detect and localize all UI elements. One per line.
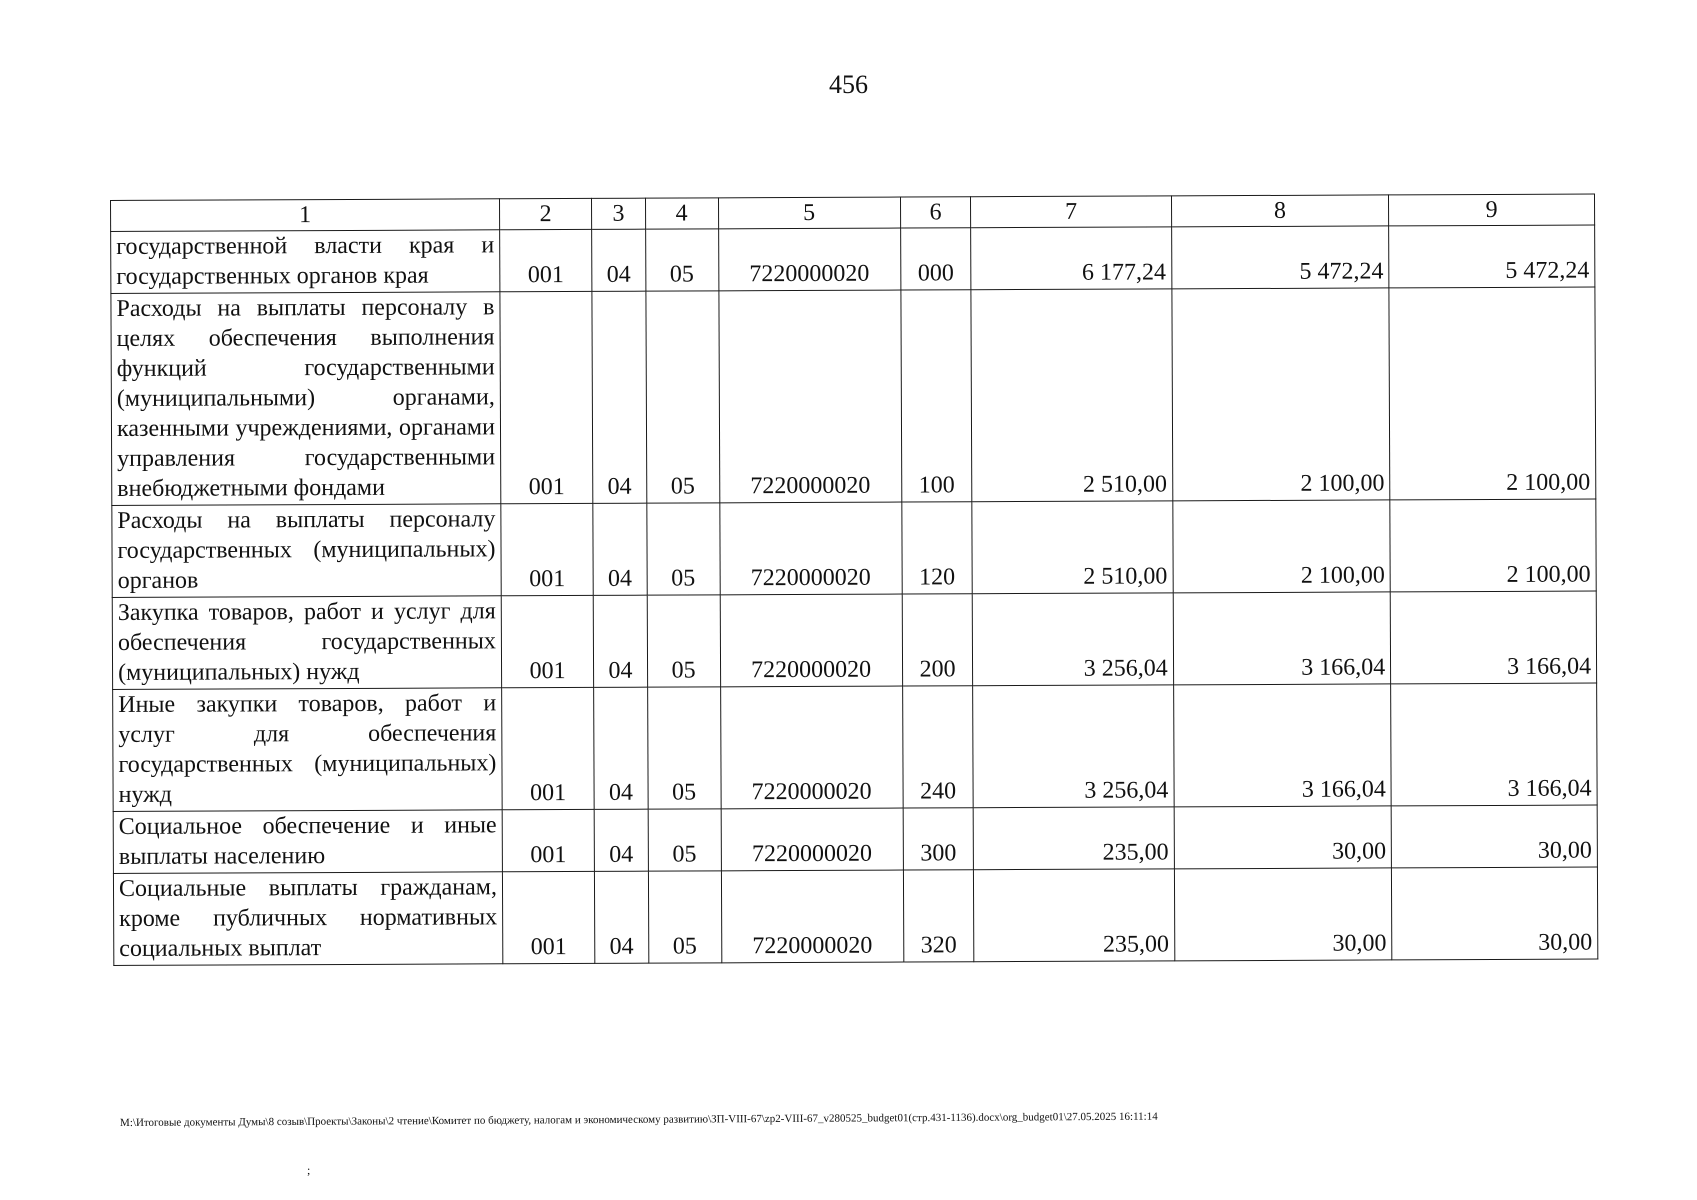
- cell-amount-8: 3 166,04: [1173, 684, 1391, 807]
- cell-amount-7: 3 256,04: [973, 685, 1174, 808]
- row-description: Иные закупки товаров, работ и услуг для обеспечения государственных (муниципальных) нужд: [113, 688, 502, 812]
- cell-target-article: 7220000020: [721, 808, 903, 871]
- table-row: [111, 287, 1596, 505]
- row-description: государственной власти края и государственных органов края: [111, 230, 500, 294]
- cell-target-article: 7220000020: [719, 502, 902, 595]
- table-row: [112, 591, 1596, 689]
- column-header-2: 2: [499, 198, 591, 229]
- cell-amount-8: 5 472,24: [1171, 226, 1389, 289]
- cell-amount-8: 2 100,00: [1173, 500, 1391, 593]
- row-description: Социальное обеспечение и иные выплаты населению: [113, 810, 502, 874]
- row-description: Расходы на выплаты персоналу государственных (муниципальных) органов: [112, 504, 501, 598]
- column-header-9: 9: [1389, 194, 1595, 226]
- cell-expense-type: 320: [903, 870, 974, 962]
- column-header-8: 8: [1171, 195, 1389, 227]
- cell-amount-9: 2 100,00: [1389, 287, 1596, 500]
- budget-table-wrapper: [110, 194, 1598, 966]
- cell-subsection-code: 05: [648, 871, 721, 963]
- cell-amount-8: 30,00: [1174, 806, 1392, 869]
- cell-subsection-code: 05: [646, 291, 720, 503]
- cell-ministry-code: 001: [502, 809, 594, 871]
- cell-amount-8: 30,00: [1174, 868, 1392, 961]
- cell-amount-9: 3 166,04: [1391, 683, 1597, 806]
- cell-amount-7: 235,00: [974, 807, 1175, 870]
- cell-expense-type: 100: [901, 290, 973, 502]
- cell-subsection-code: 05: [645, 229, 718, 291]
- cell-amount-9: 2 100,00: [1390, 499, 1596, 592]
- cell-section-code: 04: [595, 871, 649, 963]
- cell-amount-7: 235,00: [974, 869, 1175, 962]
- table-row: [112, 499, 1596, 597]
- table-row: [113, 805, 1597, 873]
- table-row: [113, 683, 1598, 811]
- cell-amount-7: 6 177,24: [971, 227, 1172, 290]
- cell-ministry-code: 001: [501, 503, 594, 595]
- cell-subsection-code: 05: [647, 595, 720, 687]
- cell-ministry-code: 001: [500, 291, 593, 503]
- cell-amount-7: 2 510,00: [972, 501, 1173, 594]
- cell-target-article: 7220000020: [720, 594, 903, 687]
- cell-expense-type: 120: [901, 502, 972, 594]
- cell-section-code: 04: [593, 503, 647, 595]
- column-header-7: 7: [971, 196, 1171, 228]
- column-header-3: 3: [592, 198, 646, 229]
- cell-section-code: 04: [592, 291, 646, 503]
- footer-file-path: M:\Итоговые документы Думы\8 созыв\Проекты\Законы\2 чтение\Комитет по бюджету, налогам и экономическому развитию\ЗП-VIII-67\zp2-VIII-67_v280525_budget01(стр.431-1136).docx\org_budget01\27.05.2025 16:11:14: [120, 1110, 1158, 1129]
- row-description: Расходы на выплаты персоналу в целях обеспечения выполнения функций государственными (муниципальными) органами, казенными учреждениями, органами управления государственными внебюджетными фондами: [111, 292, 501, 506]
- row-description: Закупка товаров, работ и услуг для обеспечения государственных (муниципальных) нужд: [112, 596, 501, 690]
- cell-subsection-code: 05: [648, 809, 721, 871]
- cell-section-code: 04: [593, 595, 647, 687]
- cell-subsection-code: 05: [646, 503, 719, 595]
- cell-amount-9: 30,00: [1392, 867, 1598, 960]
- page-number: 456: [829, 70, 868, 99]
- cell-section-code: 04: [592, 229, 646, 291]
- cell-ministry-code: 001: [502, 687, 595, 809]
- cell-amount-9: 30,00: [1391, 805, 1597, 868]
- cell-ministry-code: 001: [500, 229, 592, 291]
- cell-target-article: 7220000020: [720, 686, 903, 809]
- cell-section-code: 04: [594, 809, 648, 871]
- cell-section-code: 04: [594, 687, 648, 809]
- cell-target-article: 7220000020: [721, 870, 904, 963]
- table-row: [111, 225, 1595, 293]
- cell-amount-8: 2 100,00: [1172, 288, 1390, 501]
- column-header-6: 6: [900, 197, 971, 228]
- table-row: [113, 867, 1597, 965]
- cell-target-article: 7220000020: [718, 290, 901, 503]
- stray-mark: ;: [307, 1163, 311, 1177]
- column-header-1: 1: [111, 199, 500, 232]
- column-header-4: 4: [645, 198, 718, 229]
- cell-amount-7: 3 256,04: [973, 593, 1174, 686]
- cell-amount-9: 5 472,24: [1389, 225, 1595, 288]
- row-description: Социальные выплаты гражданам, кроме публичных нормативных социальных выплат: [113, 872, 502, 966]
- cell-expense-type: 240: [902, 686, 973, 808]
- cell-expense-type: 300: [903, 808, 974, 870]
- column-header-5: 5: [718, 197, 900, 229]
- cell-subsection-code: 05: [647, 687, 720, 809]
- cell-amount-9: 3 166,04: [1390, 591, 1596, 684]
- cell-ministry-code: 001: [501, 595, 594, 687]
- cell-amount-7: 2 510,00: [971, 289, 1172, 502]
- cell-expense-type: 000: [900, 228, 971, 290]
- budget-table: [110, 194, 1598, 966]
- cell-expense-type: 200: [902, 594, 973, 686]
- cell-ministry-code: 001: [502, 871, 595, 963]
- cell-target-article: 7220000020: [718, 228, 900, 291]
- cell-amount-8: 3 166,04: [1173, 592, 1391, 685]
